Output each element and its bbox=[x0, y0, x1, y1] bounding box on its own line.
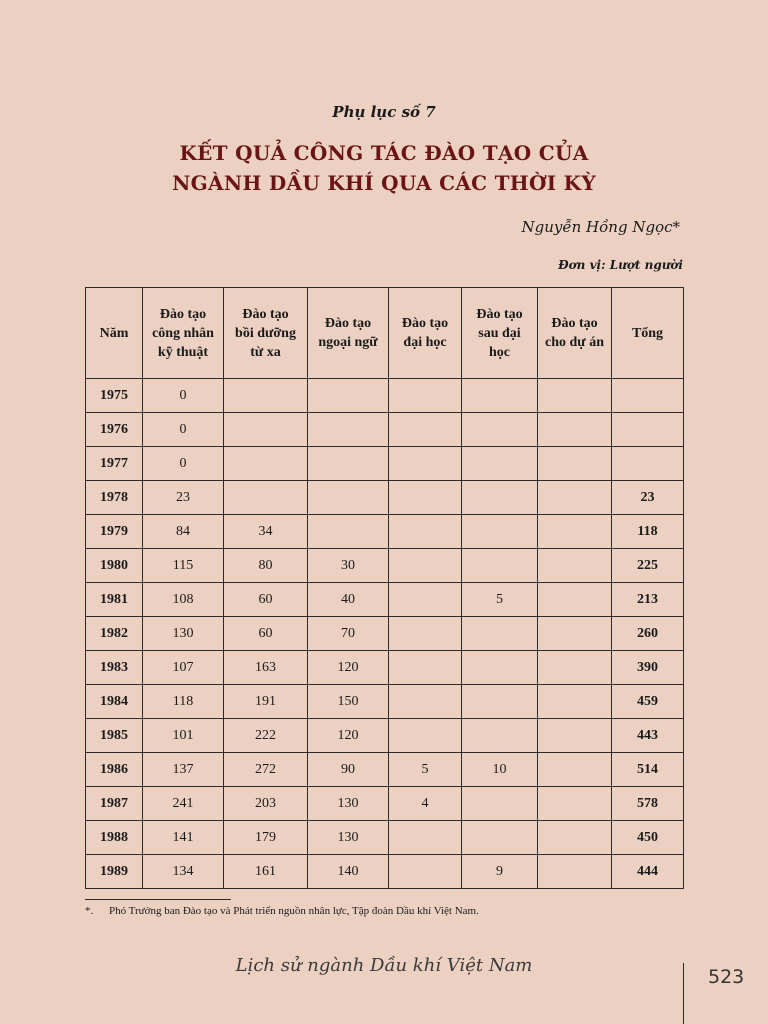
value-cell: 5 bbox=[462, 583, 538, 617]
total-cell: 443 bbox=[612, 719, 684, 753]
year-cell: 1989 bbox=[86, 855, 143, 889]
value-cell bbox=[462, 617, 538, 651]
total-cell: 450 bbox=[612, 821, 684, 855]
value-cell bbox=[308, 515, 389, 549]
value-cell: 4 bbox=[389, 787, 462, 821]
header-total: Tổng bbox=[612, 288, 684, 379]
value-cell bbox=[389, 821, 462, 855]
header-technical-worker-training-text: Đào tạo công nhân kỹ thuật bbox=[152, 306, 214, 360]
table-row bbox=[86, 787, 684, 821]
year-cell: 1984 bbox=[86, 685, 143, 719]
value-cell: 141 bbox=[143, 821, 224, 855]
year-cell: 1981 bbox=[86, 583, 143, 617]
year-cell: 1985 bbox=[86, 719, 143, 753]
value-cell: 140 bbox=[308, 855, 389, 889]
header-university-training bbox=[389, 288, 462, 379]
appendix-label: Phụ lục số 7 bbox=[332, 103, 436, 121]
value-cell bbox=[538, 617, 612, 651]
value-cell bbox=[538, 821, 612, 855]
total-cell: 514 bbox=[612, 753, 684, 787]
title-line-2: NGÀNH DẦU KHÍ QUA CÁC THỜI KỲ bbox=[172, 171, 596, 195]
table-row bbox=[86, 481, 684, 515]
value-cell: 80 bbox=[224, 549, 308, 583]
year-cell: 1987 bbox=[86, 787, 143, 821]
training-results-table bbox=[85, 287, 684, 889]
header-postgraduate-training-text: Đào tạo sau đại học bbox=[476, 306, 523, 360]
value-cell bbox=[308, 447, 389, 481]
value-cell: 10 bbox=[462, 753, 538, 787]
value-cell bbox=[389, 481, 462, 515]
header-project-training-text: Đào tạo cho dự án bbox=[545, 316, 604, 350]
footnote-text: Phó Trưởng ban Đào tạo và Phát triển nguồn nhân lực, Tập đoàn Dầu khí Việt Nam. bbox=[109, 905, 479, 917]
header-foreign-language-training bbox=[308, 288, 389, 379]
value-cell bbox=[389, 413, 462, 447]
value-cell bbox=[389, 379, 462, 413]
table-row bbox=[86, 447, 684, 481]
table-row bbox=[86, 685, 684, 719]
total-cell: 213 bbox=[612, 583, 684, 617]
year-cell: 1988 bbox=[86, 821, 143, 855]
value-cell: 60 bbox=[224, 617, 308, 651]
header-project-training bbox=[538, 288, 612, 379]
table-row bbox=[86, 379, 684, 413]
year-cell: 1979 bbox=[86, 515, 143, 549]
page-number: 523 bbox=[708, 966, 745, 988]
value-cell: 5 bbox=[389, 753, 462, 787]
table-row bbox=[86, 821, 684, 855]
value-cell bbox=[308, 481, 389, 515]
value-cell bbox=[462, 379, 538, 413]
value-cell: 130 bbox=[143, 617, 224, 651]
value-cell bbox=[462, 481, 538, 515]
year-cell: 1976 bbox=[86, 413, 143, 447]
value-cell: 163 bbox=[224, 651, 308, 685]
total-cell: 118 bbox=[612, 515, 684, 549]
value-cell bbox=[538, 447, 612, 481]
value-cell bbox=[538, 379, 612, 413]
header-year: Năm bbox=[86, 288, 143, 379]
value-cell bbox=[538, 413, 612, 447]
value-cell: 60 bbox=[224, 583, 308, 617]
value-cell: 90 bbox=[308, 753, 389, 787]
value-cell: 179 bbox=[224, 821, 308, 855]
value-cell bbox=[224, 413, 308, 447]
value-cell bbox=[389, 719, 462, 753]
total-cell bbox=[612, 413, 684, 447]
value-cell: 130 bbox=[308, 787, 389, 821]
header-postgraduate-training bbox=[462, 288, 538, 379]
value-cell: 134 bbox=[143, 855, 224, 889]
value-cell: 130 bbox=[308, 821, 389, 855]
value-cell: 84 bbox=[143, 515, 224, 549]
table-row bbox=[86, 583, 684, 617]
total-cell: 444 bbox=[612, 855, 684, 889]
value-cell: 150 bbox=[308, 685, 389, 719]
value-cell bbox=[462, 685, 538, 719]
total-cell bbox=[612, 379, 684, 413]
total-cell: 225 bbox=[612, 549, 684, 583]
table-row bbox=[86, 413, 684, 447]
value-cell bbox=[538, 855, 612, 889]
value-cell bbox=[462, 549, 538, 583]
value-cell bbox=[389, 515, 462, 549]
value-cell: 108 bbox=[143, 583, 224, 617]
footer-divider bbox=[683, 963, 684, 1024]
value-cell: 120 bbox=[308, 651, 389, 685]
value-cell bbox=[462, 787, 538, 821]
year-cell: 1982 bbox=[86, 617, 143, 651]
value-cell bbox=[538, 583, 612, 617]
footnote bbox=[85, 905, 479, 917]
footnote-divider bbox=[85, 899, 231, 900]
year-cell: 1980 bbox=[86, 549, 143, 583]
value-cell bbox=[224, 481, 308, 515]
value-cell bbox=[389, 685, 462, 719]
total-cell: 459 bbox=[612, 685, 684, 719]
value-cell bbox=[538, 651, 612, 685]
value-cell bbox=[462, 719, 538, 753]
total-cell: 578 bbox=[612, 787, 684, 821]
value-cell bbox=[538, 549, 612, 583]
value-cell bbox=[389, 549, 462, 583]
header-foreign-language-training-text: Đào tạo ngoại ngữ bbox=[318, 316, 378, 350]
value-cell bbox=[538, 753, 612, 787]
value-cell bbox=[462, 413, 538, 447]
table-row bbox=[86, 855, 684, 889]
page-title bbox=[0, 138, 768, 198]
title-line-1: KẾT QUẢ CÔNG TÁC ĐÀO TẠO CỦA bbox=[179, 141, 589, 165]
year-cell: 1978 bbox=[86, 481, 143, 515]
value-cell bbox=[308, 413, 389, 447]
value-cell bbox=[462, 447, 538, 481]
value-cell: 0 bbox=[143, 447, 224, 481]
value-cell: 34 bbox=[224, 515, 308, 549]
value-cell: 23 bbox=[143, 481, 224, 515]
total-cell: 260 bbox=[612, 617, 684, 651]
value-cell bbox=[389, 583, 462, 617]
table-header-row bbox=[86, 288, 684, 379]
value-cell bbox=[462, 515, 538, 549]
total-cell: 390 bbox=[612, 651, 684, 685]
value-cell bbox=[538, 515, 612, 549]
value-cell bbox=[538, 481, 612, 515]
table-row bbox=[86, 617, 684, 651]
value-cell: 0 bbox=[143, 379, 224, 413]
value-cell bbox=[389, 447, 462, 481]
year-cell: 1986 bbox=[86, 753, 143, 787]
value-cell: 70 bbox=[308, 617, 389, 651]
value-cell: 101 bbox=[143, 719, 224, 753]
table-row bbox=[86, 753, 684, 787]
value-cell: 40 bbox=[308, 583, 389, 617]
author: Nguyễn Hồng Ngọc* bbox=[521, 218, 680, 236]
value-cell bbox=[538, 685, 612, 719]
year-cell: 1983 bbox=[86, 651, 143, 685]
table-row bbox=[86, 719, 684, 753]
year-cell: 1975 bbox=[86, 379, 143, 413]
table-row bbox=[86, 515, 684, 549]
value-cell: 118 bbox=[143, 685, 224, 719]
value-cell: 161 bbox=[224, 855, 308, 889]
table-row bbox=[86, 651, 684, 685]
header-distance-training bbox=[224, 288, 308, 379]
value-cell bbox=[538, 787, 612, 821]
total-cell: 23 bbox=[612, 481, 684, 515]
value-cell bbox=[538, 719, 612, 753]
value-cell: 120 bbox=[308, 719, 389, 753]
table-row bbox=[86, 549, 684, 583]
value-cell: 272 bbox=[224, 753, 308, 787]
value-cell: 115 bbox=[143, 549, 224, 583]
header-technical-worker-training bbox=[143, 288, 224, 379]
unit-label: Đơn vị: Lượt người bbox=[558, 258, 683, 272]
value-cell bbox=[389, 855, 462, 889]
footer-book-title: Lịch sử ngành Dầu khí Việt Nam bbox=[235, 955, 533, 976]
value-cell bbox=[462, 821, 538, 855]
header-distance-training-text: Đào tạo bồi dưỡng từ xa bbox=[235, 306, 296, 360]
value-cell: 241 bbox=[143, 787, 224, 821]
value-cell: 107 bbox=[143, 651, 224, 685]
value-cell bbox=[389, 617, 462, 651]
value-cell: 203 bbox=[224, 787, 308, 821]
value-cell: 0 bbox=[143, 413, 224, 447]
value-cell: 30 bbox=[308, 549, 389, 583]
value-cell: 137 bbox=[143, 753, 224, 787]
value-cell: 9 bbox=[462, 855, 538, 889]
value-cell bbox=[389, 651, 462, 685]
footnote-mark: *. bbox=[85, 905, 94, 917]
total-cell bbox=[612, 447, 684, 481]
header-university-training-text: Đào tạo đại học bbox=[401, 316, 449, 350]
value-cell bbox=[224, 379, 308, 413]
value-cell bbox=[308, 379, 389, 413]
value-cell: 222 bbox=[224, 719, 308, 753]
value-cell bbox=[224, 447, 308, 481]
value-cell: 191 bbox=[224, 685, 308, 719]
value-cell bbox=[462, 651, 538, 685]
year-cell: 1977 bbox=[86, 447, 143, 481]
